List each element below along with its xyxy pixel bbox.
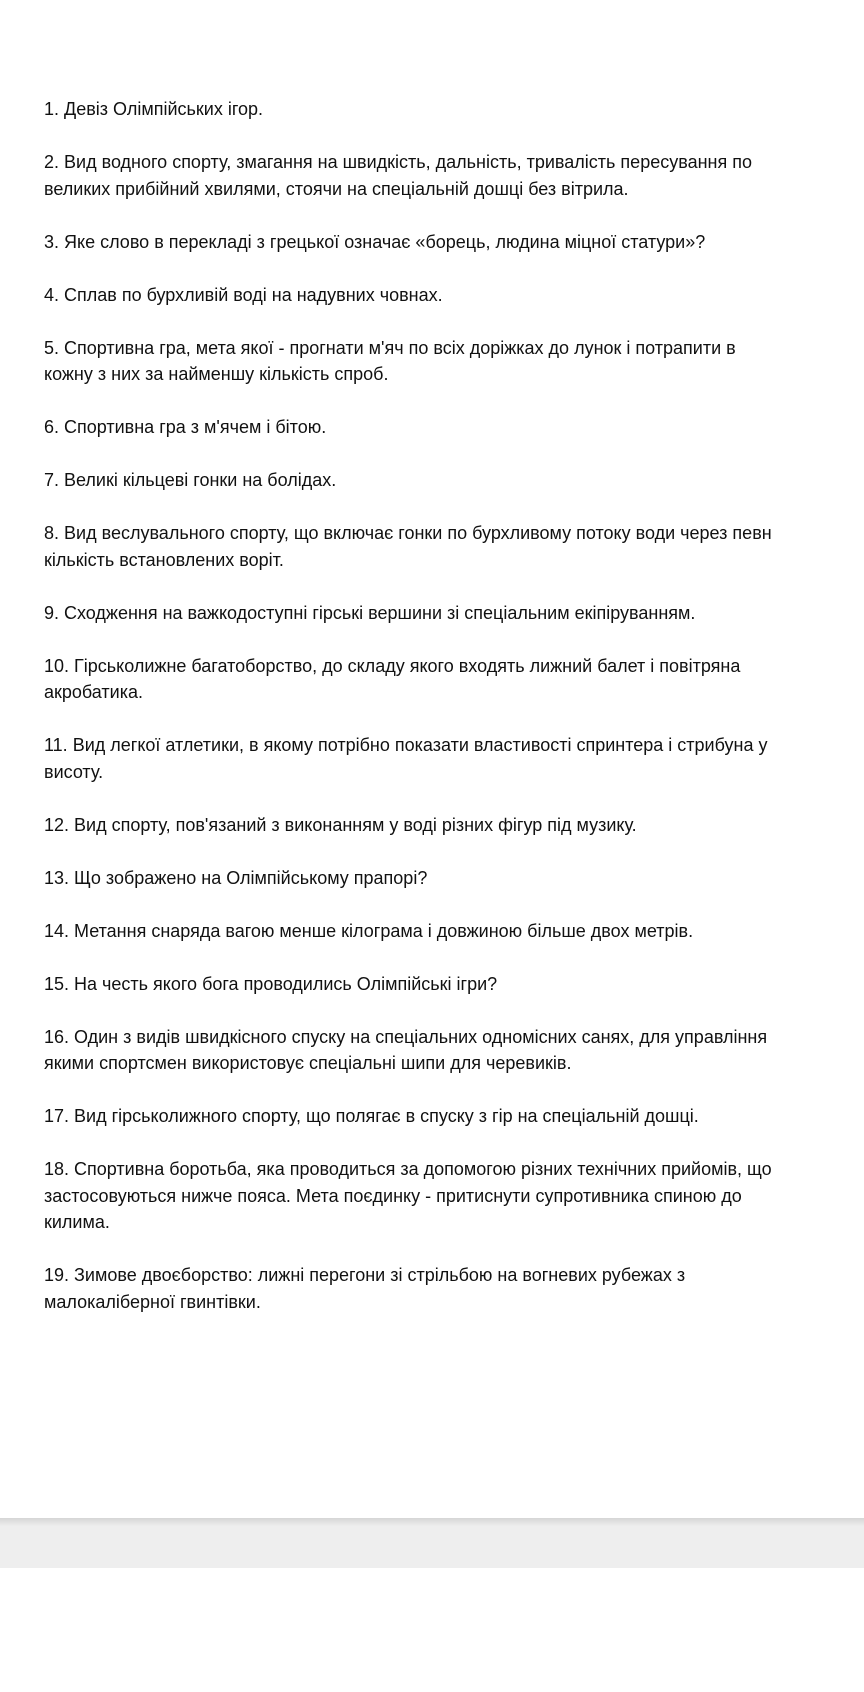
question-text-line: 10. Гірськолижне багатоборство, до складу якого входять лижний балет і повітряна — [44, 655, 741, 676]
question-item — [44, 149, 864, 202]
question-text-line: 4. Сплав по бурхливій воді на надувних човнах. — [44, 284, 443, 305]
question-text-line: 18. Спортивна боротьба, яка проводиться за допомогою різних технічних прийомів, що — [44, 1159, 772, 1179]
next-page-area — [0, 1568, 864, 1692]
question-text-line: 2. Вид водного спорту, змагання на швидкість, дальність, тривалість пересування по — [44, 152, 752, 172]
question-text-line: 11. Вид легкої атлетики, в якому потрібно показати властивості спринтера і стрибуна у — [44, 735, 768, 755]
question-text-line: 15. На честь якого бога проводились Олімпійські ігри? — [44, 973, 498, 994]
question-text-line: 8. Вид веслувального спорту, що включає гонки по бурхливому потоку води через певн — [44, 523, 772, 543]
page-gap — [0, 1526, 864, 1568]
question-text-line: 6. Спортивна гра з м'ячем і бітою. — [44, 417, 327, 437]
question-text-line: 13. Що зображено на Олімпійському прапорі? — [44, 867, 428, 888]
question-text-line: 5. Спортивна гра, мета якої - прогнати м'яч по всіх доріжках до лунок і потрапити в — [44, 337, 736, 358]
question-item — [44, 1103, 864, 1130]
question-list — [44, 96, 864, 1342]
question-item — [44, 918, 864, 945]
page-bottom-shadow — [0, 1518, 864, 1526]
question-text-line: застосовуються нижче пояса. Мета поєдинку - притиснути супротивника спиною до — [44, 1185, 742, 1206]
question-text-line: 1. Девіз Олімпійських ігор. — [44, 99, 264, 119]
question-item — [44, 1262, 864, 1315]
question-item — [44, 600, 864, 627]
question-text-line: килима. — [44, 1212, 110, 1232]
question-text-line: 7. Великі кільцеві гонки на болідах. — [44, 470, 337, 490]
question-text-line: 9. Сходження на важкодоступні гірські вершини зі спеціальним екіпіруванням. — [44, 602, 696, 623]
question-text-line: кількість встановлених воріт. — [44, 549, 284, 570]
question-text-line: висоту. — [44, 761, 104, 782]
question-item — [44, 467, 864, 494]
question-item — [44, 653, 864, 706]
question-text-line: кожну з них за найменшу кількість спроб. — [44, 364, 389, 384]
question-text-line: 19. Зимове двоєборство: лижні перегони зі стрільбою на вогневих рубежах з — [44, 1265, 686, 1285]
question-text-line: 12. Вид спорту, пов'язаний з виконанням у воді різних фігур під музику. — [44, 814, 637, 835]
question-text-line: 17. Вид гірськолижного спорту, що полягає в спуску з гір на спеціальній дошці. — [44, 1106, 699, 1126]
question-item — [44, 96, 864, 123]
question-text-line: 16. Один з видів швидкісного спуску на спеціальних одномісних санях, для управління — [44, 1026, 768, 1047]
question-text-line: малокаліберної гвинтівки. — [44, 1291, 261, 1312]
question-item — [44, 335, 864, 388]
question-item — [44, 1156, 864, 1236]
question-text-line: 3. Яке слово в перекладі з грецької означає «борець, людина міцної статури»? — [44, 231, 706, 252]
question-text-line: 14. Метання снаряда вагою менше кілограма і довжиною більше двох метрів. — [44, 920, 694, 941]
question-text-line: великих прибійний хвилями, стоячи на спеціальній дошці без вітрила. — [44, 178, 629, 199]
question-item — [44, 229, 864, 256]
question-item — [44, 732, 864, 785]
question-item — [44, 865, 864, 892]
question-text-line: акробатика. — [44, 682, 143, 702]
question-item — [44, 971, 864, 998]
question-item — [44, 414, 864, 441]
question-item — [44, 812, 864, 839]
question-text-line: якими спортсмен використовує спеціальні шипи для черевиків. — [44, 1053, 572, 1073]
question-item — [44, 520, 864, 573]
question-item — [44, 1024, 864, 1077]
question-item — [44, 282, 864, 309]
